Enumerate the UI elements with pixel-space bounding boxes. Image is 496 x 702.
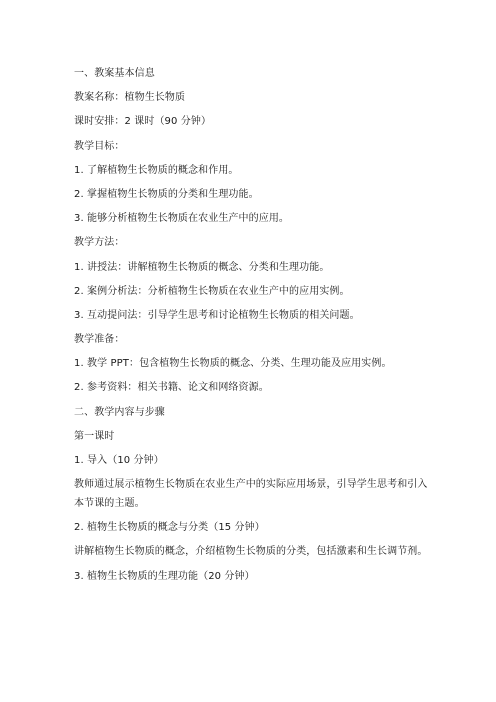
lesson-name: 教案名称：植物生长物质	[74, 92, 186, 104]
methods-label: 教学方法：	[74, 237, 125, 249]
document-body	[74, 67, 434, 594]
preparation-label: 教学准备：	[74, 334, 125, 346]
preparation-item: 1. 教学 PPT：包含植物生长物质的概念、分类、生理功能及应用实例。	[74, 358, 392, 370]
objective-item: 3. 能够分析植物生长物质在农业生产中的应用。	[74, 213, 290, 225]
objective-item: 1. 了解植物生长物质的概念和作用。	[74, 164, 239, 176]
step-description: 教师通过展示植物生长物质在农业生产中的实际应用场景，引导学生思考和引入本节课的主题。	[74, 479, 428, 510]
method-item: 1. 讲授法：讲解植物生长物质的概念、分类和生理功能。	[74, 261, 330, 273]
lesson-schedule: 课时安排：2 课时（90 分钟）	[74, 116, 212, 128]
section-heading-basic-info: 一、教案基本信息	[74, 68, 155, 79]
lesson-one-label: 第一课时	[74, 430, 115, 442]
preparation-item: 2. 参考资料：相关书籍、论文和网络资源。	[74, 382, 269, 394]
method-item: 2. 案例分析法：分析植物生长物质在农业生产中的应用实例。	[74, 285, 350, 297]
objectives-label: 教学目标：	[74, 140, 125, 152]
step-title: 3. 植物生长物质的生理功能（20 分钟）	[74, 570, 255, 582]
section-heading-content-steps: 二、教学内容与步骤	[74, 406, 165, 418]
step-description: 讲解植物生长物质的概念，介绍植物生长物质的分类，包括激素和生长调节剂。	[74, 546, 428, 558]
method-item: 3. 互动提问法：引导学生思考和讨论植物生长物质的相关问题。	[74, 309, 360, 321]
step-title: 1. 导入（10 分钟）	[74, 455, 164, 466]
step-title: 2. 植物生长物质的概念与分类（15 分钟）	[74, 522, 265, 534]
objective-item: 2. 掌握植物生长物质的分类和生理功能。	[74, 188, 259, 200]
